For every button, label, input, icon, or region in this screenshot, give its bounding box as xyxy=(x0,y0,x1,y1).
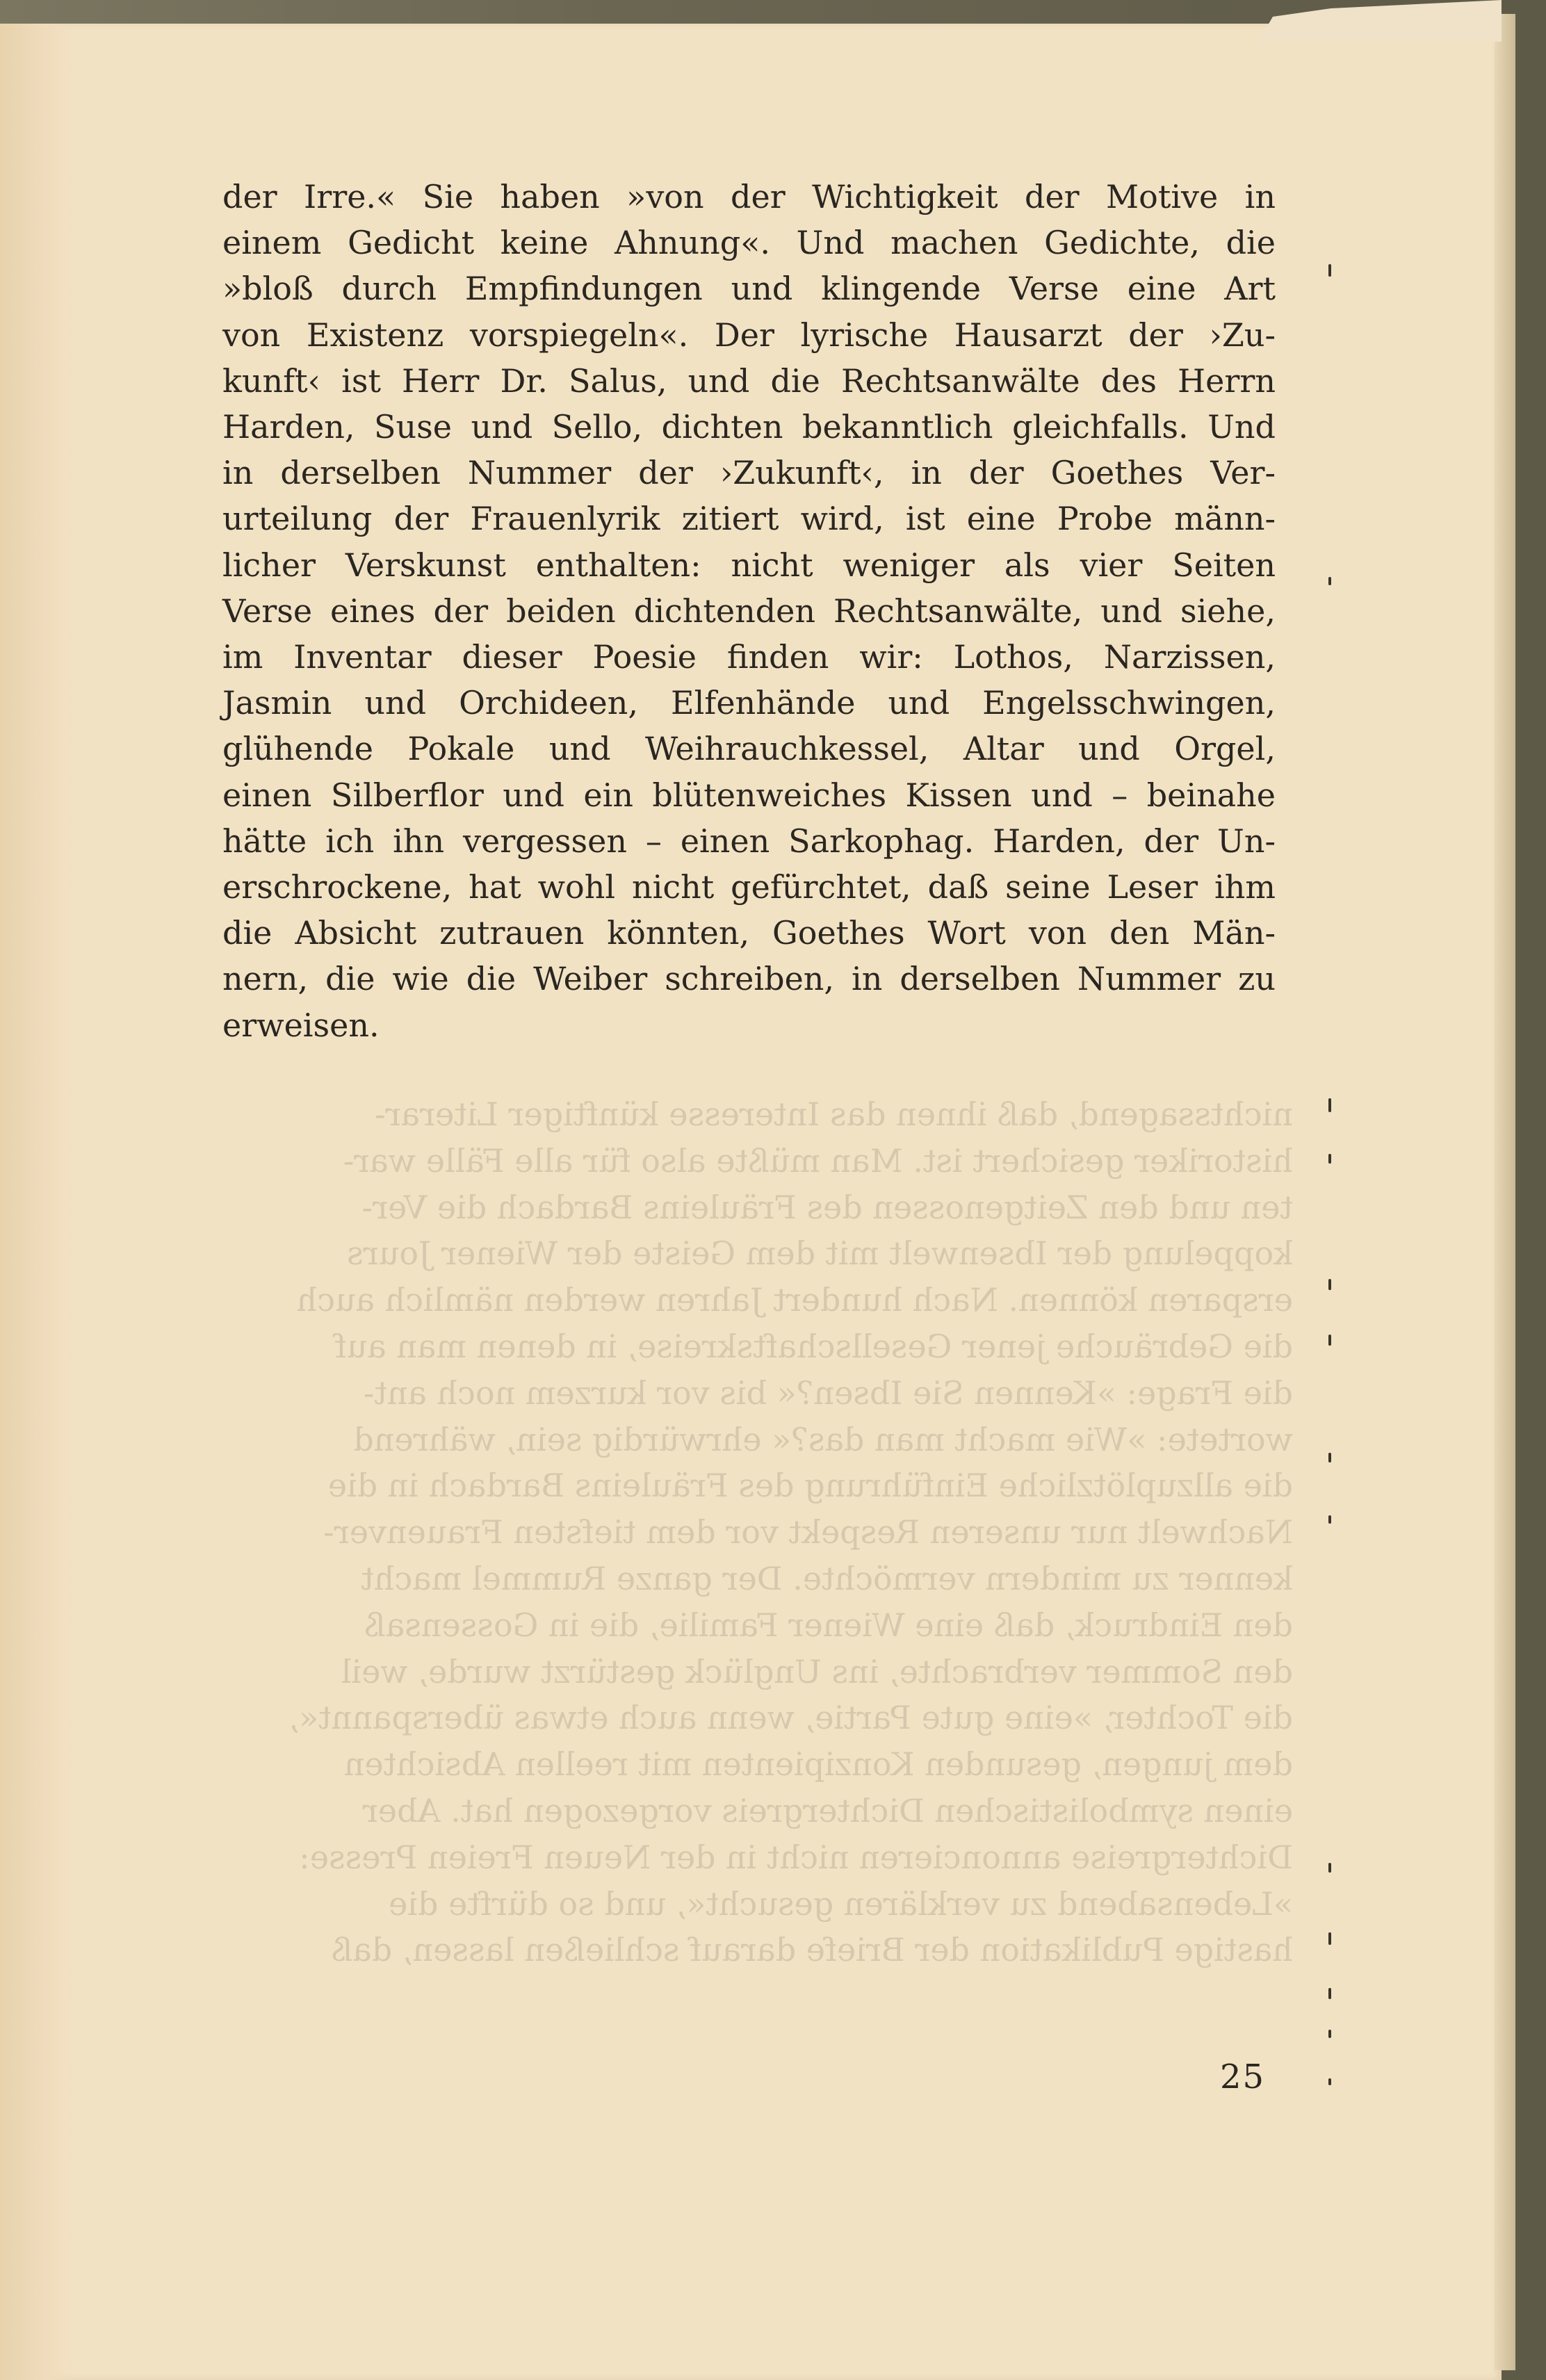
text-line: erschrockene, hat wohl nicht gefürchtet, daß seine Leser ihm xyxy=(222,868,1276,906)
margin-ink-specks xyxy=(1324,250,1338,2085)
text-line: licher Verskunst enthalten: nicht weniger als vier Seiten xyxy=(222,546,1276,584)
text-line: der Irre.« Sie haben »von der Wichtigkeit der Motive in xyxy=(222,178,1276,215)
text-line: nern, die wie die Weiber schreiben, in derselben Nummer zu xyxy=(222,960,1276,998)
text-line: hätte ich ihn vergessen – einen Sarkophag. Harden, der Un- xyxy=(222,822,1276,860)
text-line: kunft‹ ist Herr Dr. Salus, und die Rechtsanwälte des Herrn xyxy=(222,361,1276,400)
text-line: einen Silberflor und ein blütenweiches Kissen und – beinahe xyxy=(222,776,1276,814)
page-gutter-shadow xyxy=(0,24,76,2380)
text-line: in derselben Nummer der ›Zukunft‹, in der Goethes Ver- xyxy=(222,454,1276,492)
text-line: Verse eines der beiden dichtenden Rechtsanwälte, und siehe, xyxy=(222,592,1276,630)
text-line: im Inventar dieser Poesie finden wir: Lothos, Narzissen, xyxy=(222,638,1276,676)
text-line: glühende Pokale und Weihrauchkessel, Altar und Orgel, xyxy=(222,730,1276,768)
text-line: erweisen. xyxy=(222,1006,380,1044)
text-line: Harden, Suse und Sello, dichten bekanntlich gleichfalls. Und xyxy=(222,408,1276,446)
show-through-text: nichtssagend, daß ihnen das Interesse künftiger Literar- historiker gesichert ist. Man müßte also für alle Fälle war- ten und den Zeitgenossen des Fräuleins Bardach die Ver- koppelung der Ibsenwelt mit dem Geiste der Wiener Jours ersparen können. Nach hundert Jahren werden nämlich auch die Gebräuche jener Gesellschaftskreise, in denen man auf die Frage: »Kennen Sie Ibsen?« bis vor kurzem noch ant- wortete: »Wie macht man das?« ehrwürdig sein, während die allzuplötzliche Einführung des Fräuleins Bardach in die Nachwelt nur unseren Respekt vor dem tiefsten Frauenver- kenner zu mindern vermöchte. Der ganze Rummel macht den Eindruck, daß eine Wiener Familie, die in Gossensaß den Sommer verbrachte, ins Unglück gestürzt wurde, weil die Tochter, »eine gute Partie, wenn auch etwas überspannt«, dem jungen, gesunden Konzipienten mit reellen Absichten einen symbolistischen Dichtergreis vorgezogen hat. Aber Dichtergreise annoncieren nicht in der Neuen Freien Presse: »Lebensabend zu verklären gesucht«, und so dürfte die hastige Publikation der Briefe darauf schließen lassen, daß xyxy=(288,1095,1293,1969)
text-line: »bloß durch Empfindungen und klingende Verse eine Art xyxy=(222,270,1276,308)
text-line: die Absicht zutrauen könnten, Goethes Wort von den Män- xyxy=(222,914,1276,952)
page-right-edge xyxy=(1495,14,1515,2370)
text-line: Jasmin und Orchideen, Elfenhände und Engelsschwingen, xyxy=(222,684,1276,722)
body-text xyxy=(222,174,1276,1048)
text-line: einem Gedicht keine Ahnung«. Und machen Gedichte, die xyxy=(222,224,1276,262)
page-number: 25 xyxy=(1220,2057,1266,2096)
text-line: von Existenz vorspiegeln«. Der lyrische Hausarzt der ›Zu- xyxy=(222,316,1276,354)
text-line: urteilung der Frauenlyrik zitiert wird, ist eine Probe männ- xyxy=(222,500,1276,538)
